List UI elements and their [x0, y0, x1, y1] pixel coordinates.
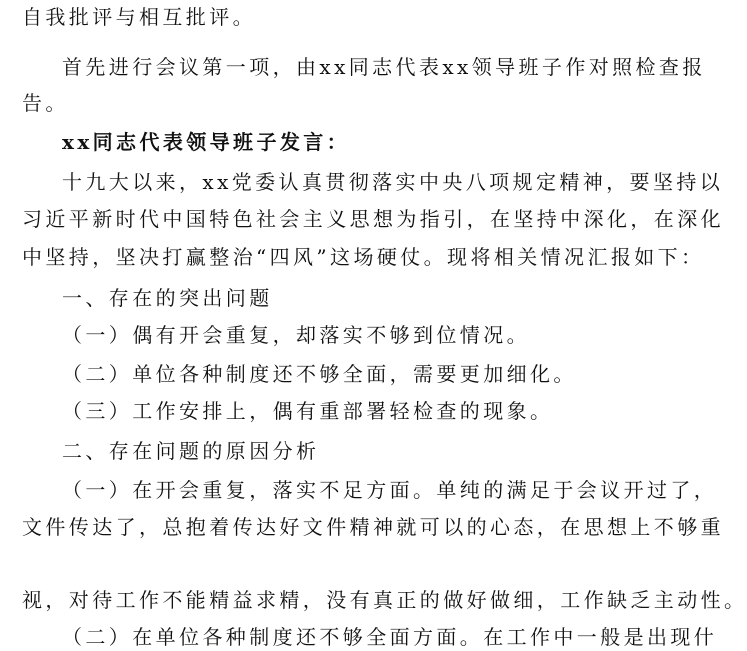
list-item: （一）偶有开会重复，却落实不够到位情况。: [62, 323, 530, 347]
text-line: 告。: [22, 91, 69, 115]
text-line: 首先进行会议第一项，由xx同志代表xx领导班子作对照检查报: [62, 55, 706, 79]
text-line: 中坚持，坚决打赢整治“四风”这场硬仗。现将相关情况汇报如下：: [22, 245, 705, 269]
text-line: （二）在单位各种制度还不够全面方面。在工作中一般是出现什: [62, 625, 718, 649]
text-line: 文件传达了，总抱着传达好文件精神就可以的心态，在思想上不够重: [22, 515, 724, 539]
text-line: （一）在开会重复，落实不足方面。单纯的满足于会议开过了，: [62, 478, 718, 502]
text-line: 视，对待工作不能精益求精，没有真正的做好做细，工作缺乏主动性。: [22, 588, 747, 612]
section-title: 一、存在的突出问题: [62, 286, 273, 310]
section-title: 二、存在问题的原因分析: [62, 439, 320, 463]
text-line: 自我批评与相互批评。: [22, 5, 256, 29]
text-line: 十九大以来，xx党委认真贯彻落实中央八项规定精神，要坚持以: [62, 170, 724, 194]
list-item: （二）单位各种制度还不够全面，需要更加细化。: [62, 362, 577, 386]
section-heading: xx同志代表领导班子发言：: [62, 130, 351, 154]
text-line: 习近平新时代中国特色社会主义思想为指引，在坚持中深化，在深化: [22, 207, 724, 231]
list-item: （三）工作安排上，偶有重部署轻检查的现象。: [62, 399, 554, 423]
